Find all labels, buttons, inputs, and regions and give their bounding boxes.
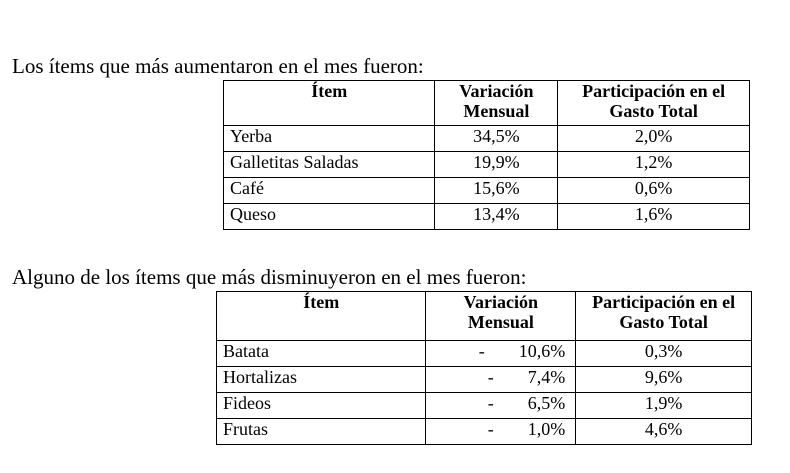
table-header-row xyxy=(217,292,752,341)
table-row xyxy=(217,419,752,445)
table-row xyxy=(217,367,752,393)
table-row xyxy=(224,152,750,178)
variation-value: 6,5% xyxy=(527,393,566,413)
item-cell: Yerba xyxy=(224,126,435,152)
column-header-share: Participación en el Gasto Total xyxy=(576,292,752,341)
variation-cell: 19,9% xyxy=(435,152,558,178)
decrease-heading: Alguno de los ítems que más disminuyeron en el mes fueron: xyxy=(12,265,527,289)
column-header-variation: Variación Mensual xyxy=(426,292,576,341)
variation-cell xyxy=(426,393,576,419)
share-cell: 0,6% xyxy=(558,178,750,204)
table-row xyxy=(224,178,750,204)
variation-cell xyxy=(426,419,576,445)
item-cell: Galletitas Saladas xyxy=(224,152,435,178)
share-cell: 9,6% xyxy=(576,367,752,393)
variation-value: 1,0% xyxy=(527,419,566,439)
column-header-item: Ítem xyxy=(217,292,426,341)
minus-sign: - xyxy=(487,393,494,413)
share-cell: 4,6% xyxy=(576,419,752,445)
minus-sign: - xyxy=(478,341,485,361)
variation-cell: 15,6% xyxy=(435,178,558,204)
share-cell: 2,0% xyxy=(558,126,750,152)
column-header-variation: Variación Mensual xyxy=(435,81,558,126)
variation-value: 7,4% xyxy=(527,367,566,387)
item-cell: Queso xyxy=(224,204,435,230)
variation-cell: 13,4% xyxy=(435,204,558,230)
increase-heading: Los ítems que más aumentaron en el mes fueron: xyxy=(12,54,424,78)
item-cell: Batata xyxy=(217,341,426,367)
increase-table xyxy=(223,80,750,230)
variation-cell xyxy=(426,341,576,367)
variation-value: 10,6% xyxy=(518,341,566,361)
share-cell: 1,6% xyxy=(558,204,750,230)
table-header-row xyxy=(224,81,750,126)
variation-cell: 34,5% xyxy=(435,126,558,152)
item-cell: Hortalizas xyxy=(217,367,426,393)
table-row xyxy=(217,393,752,419)
column-header-item: Ítem xyxy=(224,81,435,126)
minus-sign: - xyxy=(487,419,494,439)
table-row xyxy=(217,341,752,367)
decrease-table xyxy=(216,291,752,445)
item-cell: Frutas xyxy=(217,419,426,445)
share-cell: 0,3% xyxy=(576,341,752,367)
share-cell: 1,2% xyxy=(558,152,750,178)
variation-cell xyxy=(426,367,576,393)
item-cell: Fideos xyxy=(217,393,426,419)
table-row xyxy=(224,126,750,152)
table-row xyxy=(224,204,750,230)
column-header-share: Participación en el Gasto Total xyxy=(558,81,750,126)
item-cell: Café xyxy=(224,178,435,204)
share-cell: 1,9% xyxy=(576,393,752,419)
minus-sign: - xyxy=(487,367,494,387)
